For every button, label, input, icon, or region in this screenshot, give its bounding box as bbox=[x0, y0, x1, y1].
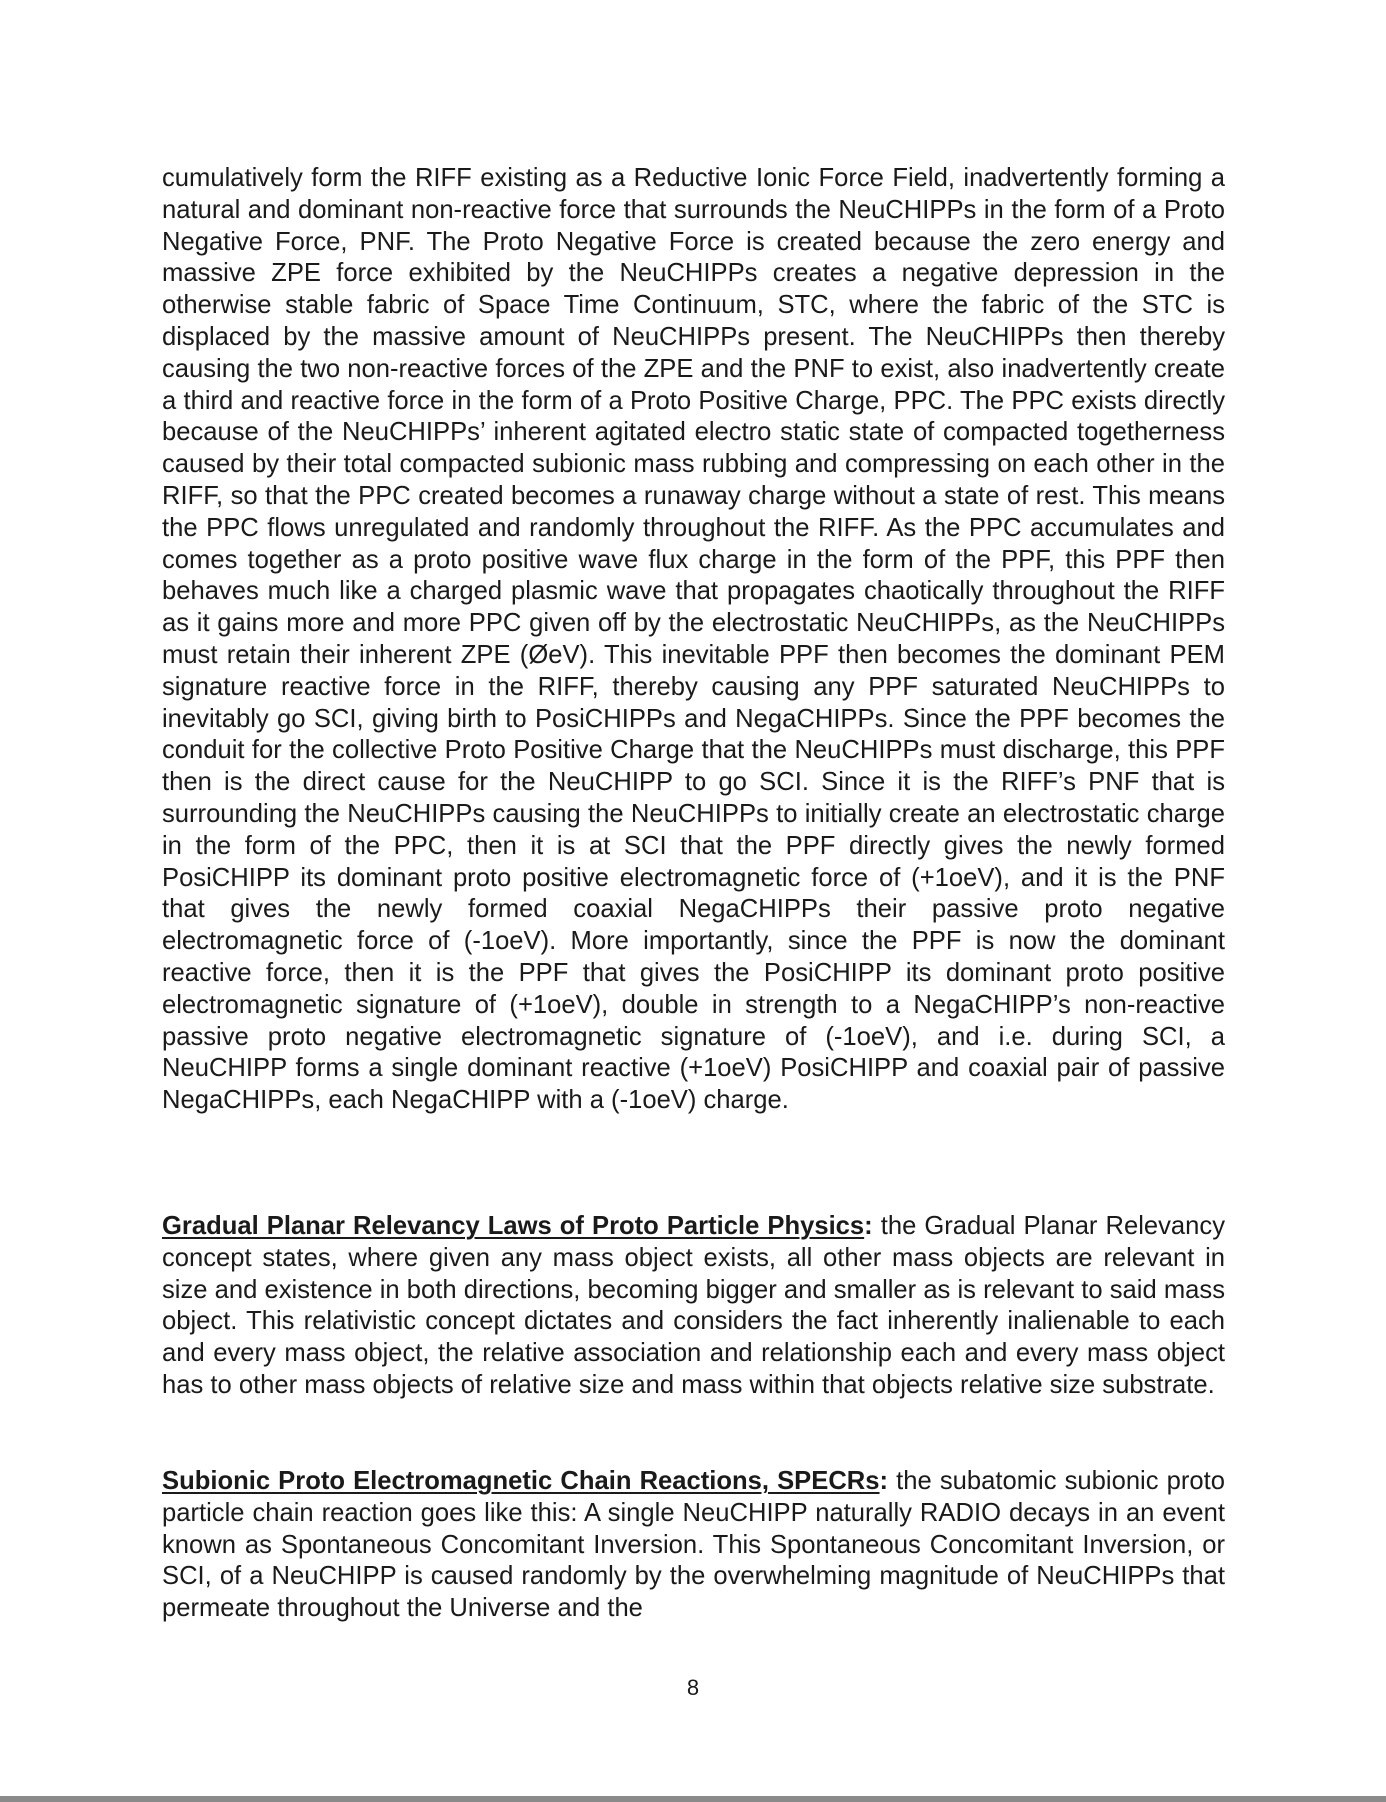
paragraph-gradual-planar-relevancy bbox=[162, 1211, 1225, 1402]
paragraph-specrs bbox=[162, 1466, 1225, 1625]
paragraph-text: the subatomic subionic proto particle chain reaction goes like this: A single NeuCHIPP naturally RADIO decays in an event known as Spontaneous Concomitant Inversion. This Spontaneous Concomitant Inversion, or SCI, of a NeuCHIPP is caused randomly by the overwhelming magnitude of NeuCHIPPs that permeate throughout the Universe and the bbox=[162, 1467, 1225, 1623]
paragraph-text: cumulatively form the RIFF existing as a Reductive Ionic Force Field, inadvertently forming a natural and dominant non-reactive force that surrounds the NeuCHIPPs in the form of a Proto Negative Force, PNF. The Proto Negative Force is created because the zero energy and massive ZPE force exhibited by the NeuCHIPPs creates a negative depression in the otherwise stable fabric of Space Time Continuum, STC, where the fabric of the STC is displaced by the massive amount of NeuCHIPPs present. The NeuCHIPPs then thereby causing the two non-reactive forces of the ZPE and the PNF to exist, also inadvertently create a third and reactive force in the form of a Proto Positive Charge, PPC. The PPC exists directly because of the NeuCHIPPs’ inherent agitated electro static state of compacted togetherness caused by their total compacted subionic mass rubbing and compressing on each other in the RIFF, so that the PPC created becomes a runaway charge without a state of rest. This means the PPC flows unregulated and randomly throughout the RIFF. As the PPC accumulates and comes together as a proto positive wave flux charge in the form of the PPF, this PPF then behaves much like a charged plasmic wave that propagates chaotically throughout the RIFF as it gains more and more PPC given off by the electrostatic NeuCHIPPs, as the NeuCHIPPs must retain their inherent ZPE (ØeV). This inevitable PPF then becomes the dominant PEM signature reactive force in the RIFF, thereby causing any PPF saturated NeuCHIPPs to inevitably go SCI, giving birth to PosiCHIPPs and NegaCHIPPs. Since the PPF becomes the conduit for the collective Proto Positive Charge that the NeuCHIPPs must discharge, this PPF then is the direct cause for the NeuCHIPP to go SCI. Since it is the RIFF’s PNF that is surrounding the NeuCHIPPs causing the NeuCHIPPs to initially create an electrostatic charge in the form of the PPC, then it is at SCI that the PPF directly gives the newly formed PosiCHIPP its dominant proto positive electromagnetic force of (+1oeV), and it is the PNF that gives the newly formed coaxial NegaCHIPPs their passive proto negative electromagnetic force of (-1oeV). More importantly, since the PPF is now the dominant reactive force, then it is the PPF that gives the PosiCHIPP its dominant proto positive electromagnetic signature of (+1oeV), double in strength to a NegaCHIPP’s non-reactive passive proto negative electromagnetic signature of (-1oeV), and i.e. during SCI, a NeuCHIPP forms a single dominant reactive (+1oeV) PosiCHIPP and coaxial pair of passive NegaCHIPPs, each NegaCHIPP with a (-1oeV) charge. bbox=[162, 164, 1225, 1115]
paragraph-riff-proto-forces bbox=[162, 163, 1225, 1117]
paragraph-text: the Gradual Planar Relevancy concept states, where given any mass object exists, all other mass objects are relevant in size and existence in both directions, becoming bigger and smaller as is relevant to said mass object. This relativistic concept dictates and considers the fact inherently inalienable to each and every mass object, the relative association and relationship each and every mass object has to other mass objects of relative size and mass within that objects relative size substrate. bbox=[162, 1212, 1225, 1399]
term-colon: : bbox=[864, 1212, 873, 1240]
term-colon: : bbox=[879, 1467, 889, 1495]
page-bottom-edge bbox=[0, 1796, 1386, 1802]
term-heading: Subionic Proto Electromagnetic Chain Reactions, SPECRs bbox=[162, 1467, 880, 1495]
page-number: 8 bbox=[686, 1675, 700, 1700]
term-heading: Gradual Planar Relevancy Laws of Proto Particle Physics bbox=[162, 1212, 865, 1240]
